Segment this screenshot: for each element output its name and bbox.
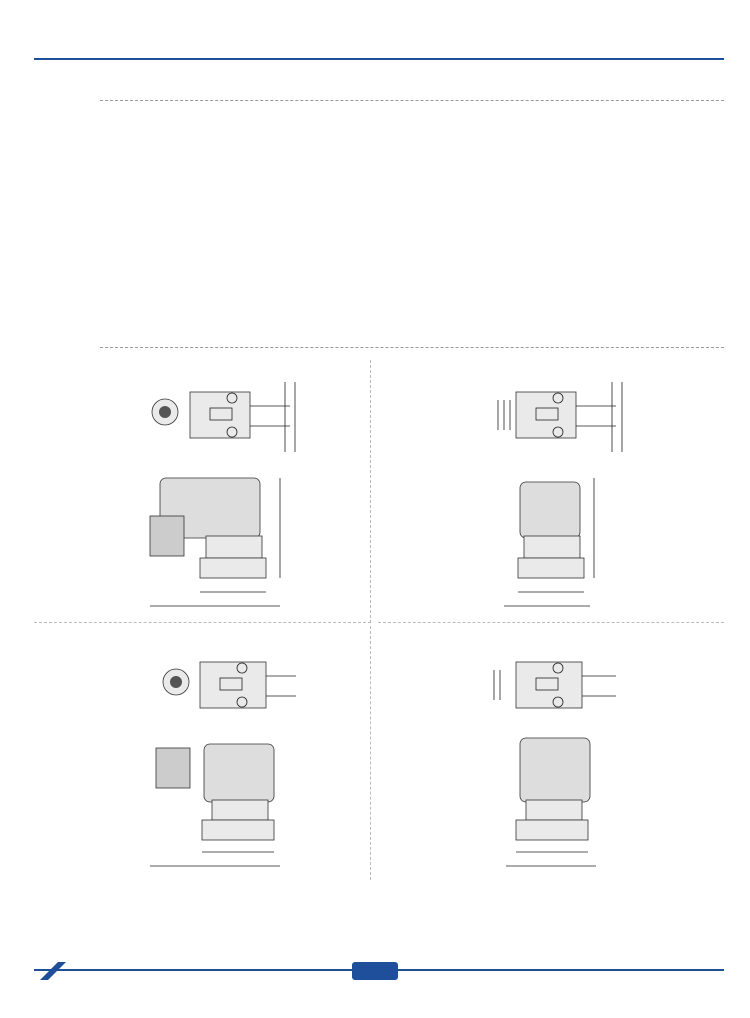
brand-mark-icon: [40, 962, 66, 980]
air-flow-chart: [118, 130, 350, 226]
valve-drawing: [140, 370, 310, 610]
water-flow-chart: [434, 196, 650, 306]
page-number: [352, 962, 398, 980]
section-divider: [100, 100, 724, 101]
valve-drawing: [140, 640, 310, 870]
valve-drawing: [486, 640, 656, 870]
section-divider: [100, 347, 724, 348]
valve-drawing: [490, 370, 650, 610]
header-rule: [34, 58, 724, 60]
water-x-axis: [434, 306, 660, 316]
